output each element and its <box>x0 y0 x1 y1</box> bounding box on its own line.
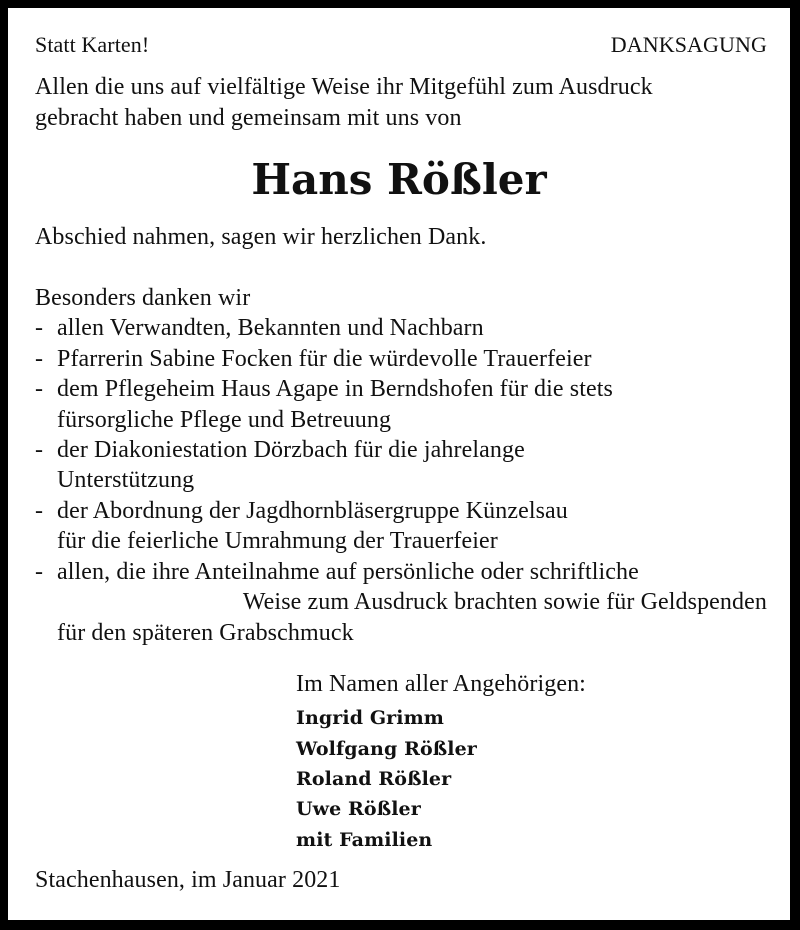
bullet-dash: - <box>35 376 44 402</box>
thanks-item-line: Pfarrerin Sabine Focken für die würdevolle Trauerfeier <box>57 346 592 372</box>
thanks-item-line: der Abordnung der Jagdhornbläsergruppe Künzelsau <box>57 498 568 524</box>
obituary-card <box>8 8 790 920</box>
bullet-dash: - <box>35 437 44 463</box>
thanks-item-line: allen Verwandten, Bekannten und Nachbarn <box>57 315 484 341</box>
place-date: Stachenhausen, im Januar 2021 <box>35 867 341 893</box>
deceased-name: Hans Rößler <box>251 155 547 204</box>
signatory-name: Roland Rößler <box>296 768 452 790</box>
signatory-name: Ingrid Grimm <box>296 707 444 729</box>
intro-line-2: gebracht haben und gemeinsam mit uns von <box>35 105 462 131</box>
thanks-item-line: fürsorgliche Pflege und Betreuung <box>57 407 392 433</box>
thanks-item-line: Weise zum Ausdruck brachten sowie für Geldspenden <box>242 589 767 615</box>
signature-intro: Im Namen aller Angehörigen: <box>296 671 586 697</box>
danksagung-label: DANKSAGUNG <box>610 32 767 57</box>
signatory-name: Uwe Rößler <box>296 798 421 820</box>
thanks-item-line: für die feierliche Umrahmung der Trauerfeier <box>57 528 498 554</box>
bullet-dash: - <box>35 315 44 341</box>
statt-karten-label: Statt Karten! <box>35 32 150 57</box>
bullet-dash: - <box>35 346 44 372</box>
signatory-name: mit Familien <box>296 829 433 851</box>
thanks-item-line: für den späteren Grabschmuck <box>57 620 354 646</box>
thanks-item-line: der Diakoniestation Dörzbach für die jahrelange <box>57 437 525 463</box>
closing-line: Abschied nahmen, sagen wir herzlichen Dank. <box>35 224 487 250</box>
bullet-dash: - <box>35 498 44 524</box>
bullet-dash: - <box>35 559 44 585</box>
thanks-item-line: dem Pflegeheim Haus Agape in Berndshofen für die stets <box>57 376 613 402</box>
signatory-name: Wolfgang Rößler <box>296 738 477 760</box>
thanks-item-line: allen, die ihre Anteilnahme auf persönliche oder schriftliche <box>57 559 639 585</box>
thanks-item-line: Unterstützung <box>57 467 195 493</box>
intro-line-1: Allen die uns auf vielfältige Weise ihr Mitgefühl zum Ausdruck <box>35 74 653 100</box>
thanks-heading: Besonders danken wir <box>35 285 251 311</box>
